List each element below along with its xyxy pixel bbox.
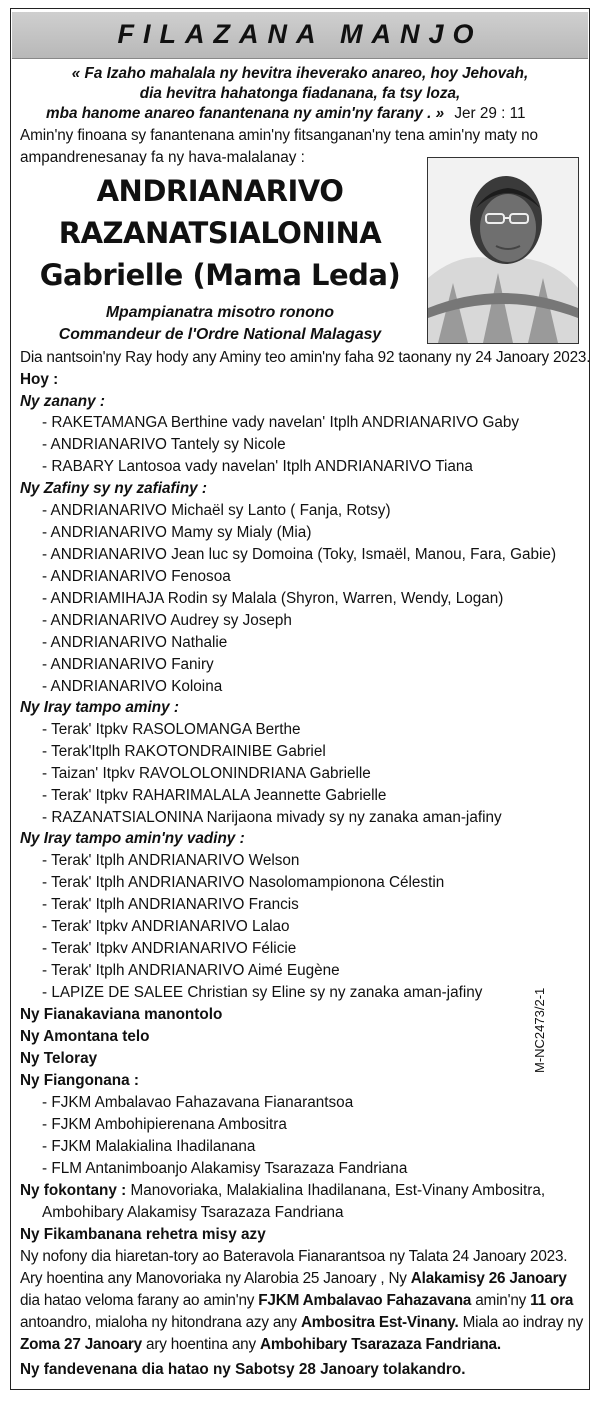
list-item: - ANDRIANARIVO Tantely sy Nicole [42,436,286,453]
list-item: - Terak'Itplh RAKOTONDRAINIBE Gabriel [42,743,326,760]
program-line-5 [20,1335,501,1355]
program-date-bold: Zoma 27 Janoary [20,1336,142,1353]
list-item: - Terak' Itpkv ANDRIANARIVO Félicie [42,940,297,957]
program-place-bold: Ambositra Est-Vinany. [300,1314,459,1331]
portrait-photo-icon [428,158,578,343]
death-notice: Dia nantsoin'ny Ray hody any Aminy teo amin'ny faha 92 taonany ny 24 Janoary 2023. [20,349,591,366]
list-item: - Taizan' Itpkv RAVOLOLONINDRIANA Gabrielle [42,765,371,782]
fikambanana-line: Ny Fikambanana rehetra misy azy [20,1226,266,1243]
list-item: - Terak' Itplh ANDRIANARIVO Nasolomampionona Célestin [42,874,445,891]
fokontany-label: Ny fokontany : [20,1182,127,1199]
program-text: antoandro, mialoha ny hitondrana azy any [20,1314,301,1331]
deceased-name-line-1: ANDRIANARIVO [96,174,344,208]
deceased-name-line-2: RAZANATSIALONINA [58,216,382,250]
fianakaviana-line: Ny Fianakaviana manontolo [20,1006,223,1023]
program-time-bold: 11 ora [530,1292,574,1309]
list-item: - RABARY Lantosoa vady navelan' Itplh ANDRIANARIVO Tiana [42,458,473,475]
iray-tampo-vadiny-label: Ny Iray tampo amin'ny vadiny : [20,830,245,847]
quote-line-2: dia hevitra hahatonga fiadanana, fa tsy loza, [139,85,461,102]
reference-code: M-NC2473/2-1 [532,987,547,1073]
intro-line-2: ampandrenesanay fa ny hava-malalanay : [20,149,305,166]
list-item: - ANDRIANARIVO Audrey sy Joseph [42,612,292,629]
header-title: FILAZANA MANJO [117,19,483,49]
list-item: - RAZANATSIALONINA Narijaona mivady sy ny zanaka aman-jafiny [42,809,502,826]
fokontany-line-1: Manovoriaka, Malakialina Ihadilanana, Est-Vinany Ambositra, [126,1182,546,1199]
program-text: Miala ao indray ny [458,1314,584,1331]
list-item: - ANDRIANARIVO Michaël sy Lanto ( Fanja, Rotsy) [42,502,391,519]
teloray-line: Ny Teloray [20,1050,98,1067]
program-text: Ary hoentina any Manovoriaka ny Alarobia 25 Janoary , Ny [20,1270,411,1287]
list-item: - Terak' Itpkv RASOLOMANGA Berthe [42,721,301,738]
list-item: - FJKM Ambohipierenana Ambositra [42,1116,287,1133]
list-item: - ANDRIANARIVO Jean luc sy Domoina (Toky, Ismaël, Manou, Fara, Gabie) [42,546,557,563]
list-item: - ANDRIAMIHAJA Rodin sy Malala (Shyron, Warren, Wendy, Logan) [42,590,504,607]
list-item: - FJKM Ambalavao Fahazavana Fianarantsoa [42,1094,354,1111]
fokontany-row [20,1181,545,1201]
list-item: - LAPIZE DE SALEE Christian sy Eline sy ny zanaka aman-jafiny [42,984,483,1001]
intro-line-1: Amin'ny finoana sy fanantenana amin'ny fitsanganan'ny tena amin'ny maty no [20,127,538,144]
list-item: - FJKM Malakialina Ihadilanana [42,1138,256,1155]
header-banner [12,12,588,59]
program-line-1: Ny nofony dia hiaretan-tory ao Bateravola Fianarantsoa ny Talata 24 Janoary 2023. [20,1248,568,1265]
list-item: - Terak' Itplh ANDRIANARIVO Aimé Eugène [42,962,340,979]
list-item: - ANDRIANARIVO Mamy sy Mialy (Mia) [42,524,312,541]
quote-line-1: « Fa Izaho mahalala ny hevitra iheverako anareo, hoy Jehovah, [71,65,529,82]
program-line-2 [20,1269,567,1289]
quote-reference: Jer 29 : 11 [454,105,526,122]
list-item: - Terak' Itpkv RAHARIMALALA Jeannette Gabrielle [42,787,387,804]
fiangonana-label: Ny Fiangonana : [20,1072,139,1089]
list-item: - ANDRIANARIVO Koloina [42,678,223,695]
deceased-title-2: Commandeur de l'Ordre National Malagasy [58,326,382,343]
amontana-line: Ny Amontana telo [20,1028,150,1045]
program-line-4 [20,1313,583,1333]
list-item: - Terak' Itpkv ANDRIANARIVO Lalao [42,918,290,935]
program-text: ary hoentina any [141,1336,260,1353]
funeral-line: Ny fandevenana dia hatao ny Sabotsy 28 Janoary tolakandro. [20,1361,466,1378]
quote-line-3-row [46,104,525,124]
program-place-bold: Ambohibary Tsarazaza Fandriana. [260,1336,501,1353]
deceased-title-1: Mpampianatra misotro ronono [105,304,335,321]
list-item: - ANDRIANARIVO Nathalie [42,634,228,651]
list-item: - ANDRIANARIVO Faniry [42,656,214,673]
list-item: - Terak' Itplh ANDRIANARIVO Francis [42,896,299,913]
zafiny-label: Ny Zafiny sy ny zafiafiny : [20,480,208,497]
program-text: amin'ny [471,1292,531,1309]
program-line-3 [20,1291,573,1311]
program-church-bold: FJKM Ambalavao Fahazavana [258,1292,472,1309]
fokontany-line-2: Ambohibary Alakamisy Tsarazaza Fandriana [42,1204,344,1221]
list-item: - ANDRIANARIVO Fenosoa [42,568,231,585]
deceased-name-line-3: Gabrielle (Mama Leda) [39,258,401,292]
iray-tampo-label: Ny Iray tampo aminy : [20,699,179,716]
quote-line-3: mba hanome anareo fanantenana ny amin'ny farany . » [46,105,445,122]
portrait-photo [427,157,579,344]
program-date-bold: Alakamisy 26 Janoary [410,1270,567,1287]
list-item: - RAKETAMANGA Berthine vady navelan' Itplh ANDRIANARIVO Gaby [42,414,520,431]
zanany-label: Ny zanany : [20,393,106,410]
list-item: - Terak' Itplh ANDRIANARIVO Welson [42,852,300,869]
list-item: - FLM Antanimboanjo Alakamisy Tsarazaza Fandriana [42,1160,408,1177]
hoy-label: Hoy : [20,371,59,388]
program-text: dia hatao veloma farany ao amin'ny [20,1292,259,1309]
